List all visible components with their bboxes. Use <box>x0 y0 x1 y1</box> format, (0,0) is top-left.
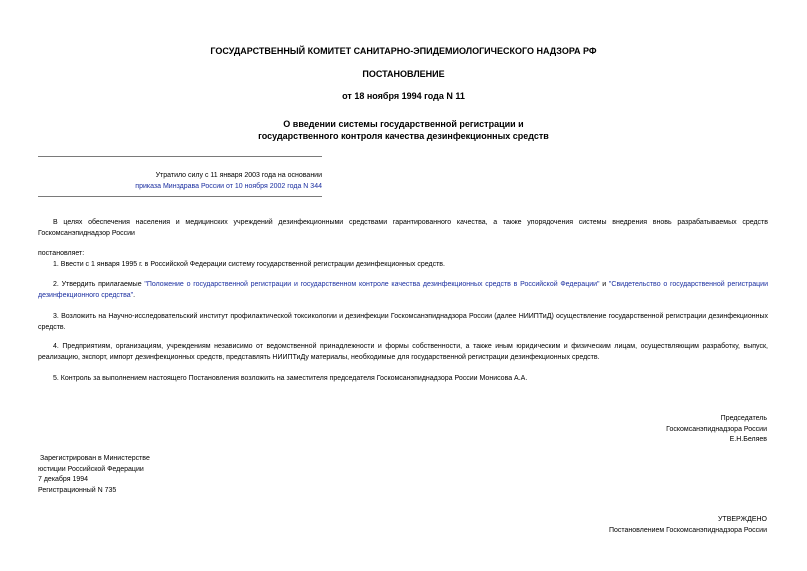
preamble-paragraph: В целях обеспечения населения и медицинских учреждений дезинфекционными средствами гарантированного качества, а также упорядочения системы внедрения вновь разрабатываемых средств Госкомсанэпиднадзор России <box>38 219 768 237</box>
registration-date: 7 декабря 1994 <box>38 476 89 483</box>
item-2-middle: и <box>599 281 609 288</box>
certificate-link[interactable]: "Свидетельство о государственной регистрации дезинфекционного средства" <box>38 281 768 299</box>
item-5: 5. Контроль за выполнением настоящего Постановления возложить на заместителя председателя Госкомсанэпиднадзора России Монисова А.А. <box>53 375 528 382</box>
divider-top <box>38 156 322 157</box>
status-note-text: Утратило силу с 11 января 2003 года на основании <box>155 172 322 179</box>
item-2-suffix: . <box>133 291 136 299</box>
status-note <box>38 170 322 192</box>
document-date-number: от 18 ноября 1994 года N 11 <box>342 91 465 101</box>
registration-block <box>38 454 150 496</box>
divider-bottom <box>38 196 322 197</box>
document-title-line-2: государственного контроля качества дезинфекционных средств <box>258 131 549 141</box>
item-3: 3. Возложить на Научно-исследовательский институт профилактической токсикологии и дезинфекции Госкомсанэпиднадзора России (далее НИИПТиД) осуществление государственной регистрации дезинфекционных средств. <box>38 313 768 331</box>
registration-number: Регистрационный N 735 <box>38 486 117 494</box>
signature-org: Госкомсанэпиднадзора России <box>666 425 767 433</box>
committee-name: ГОСУДАРСТВЕННЫЙ КОМИТЕТ САНИТАРНО-ЭПИДЕМИОЛОГИЧЕСКОГО НАДЗОРА РФ <box>210 46 597 56</box>
repeal-order-link[interactable]: приказа Минздрава России от 10 ноября 2002 года N 344 <box>135 183 322 190</box>
approved-label: УТВЕРЖДЕНО <box>717 516 767 523</box>
approved-block <box>609 515 767 536</box>
resolves-label: постановляет: <box>38 250 85 257</box>
regulation-link[interactable]: "Положение о государственной регистрации и государственном контроле качества дезинфекционных средств в Российской Федерации" <box>144 281 600 288</box>
signature-role: Председатель <box>720 415 767 422</box>
registration-line-1: Зарегистрирован в Министерстве <box>40 455 150 462</box>
item-4: 4. Предприятиям, организациям, учреждениям независимо от ведомственной принадлежности и формы собственности, а также иным юридическим и физическим лицам, осуществляющим разработку, выпуск, реализацию, экспорт, импорт дезинфекционных средств, представлять НИИПТиДу материалы, необходимые для государственной регистрации дезинфекционных средств. <box>38 343 768 361</box>
approved-by: Постановлением Госкомсанэпиднадзора России <box>608 526 767 534</box>
item-2-prefix: 2. Утвердить прилагаемые <box>53 281 145 288</box>
document-type: ПОСТАНОВЛЕНИЕ <box>362 69 445 79</box>
item-1: 1. Ввести с 1 января 1995 г. в Российской Федерации систему государственной регистрации дезинфекционных средств. <box>53 261 445 268</box>
item-2 <box>38 280 768 301</box>
signature-block <box>666 414 767 446</box>
registration-line-2: юстиции Российской Федерации <box>38 465 144 473</box>
document-title-line-1: О введении системы государственной регистрации и <box>283 119 524 129</box>
signature-name: Е.Н.Беляев <box>729 436 767 443</box>
